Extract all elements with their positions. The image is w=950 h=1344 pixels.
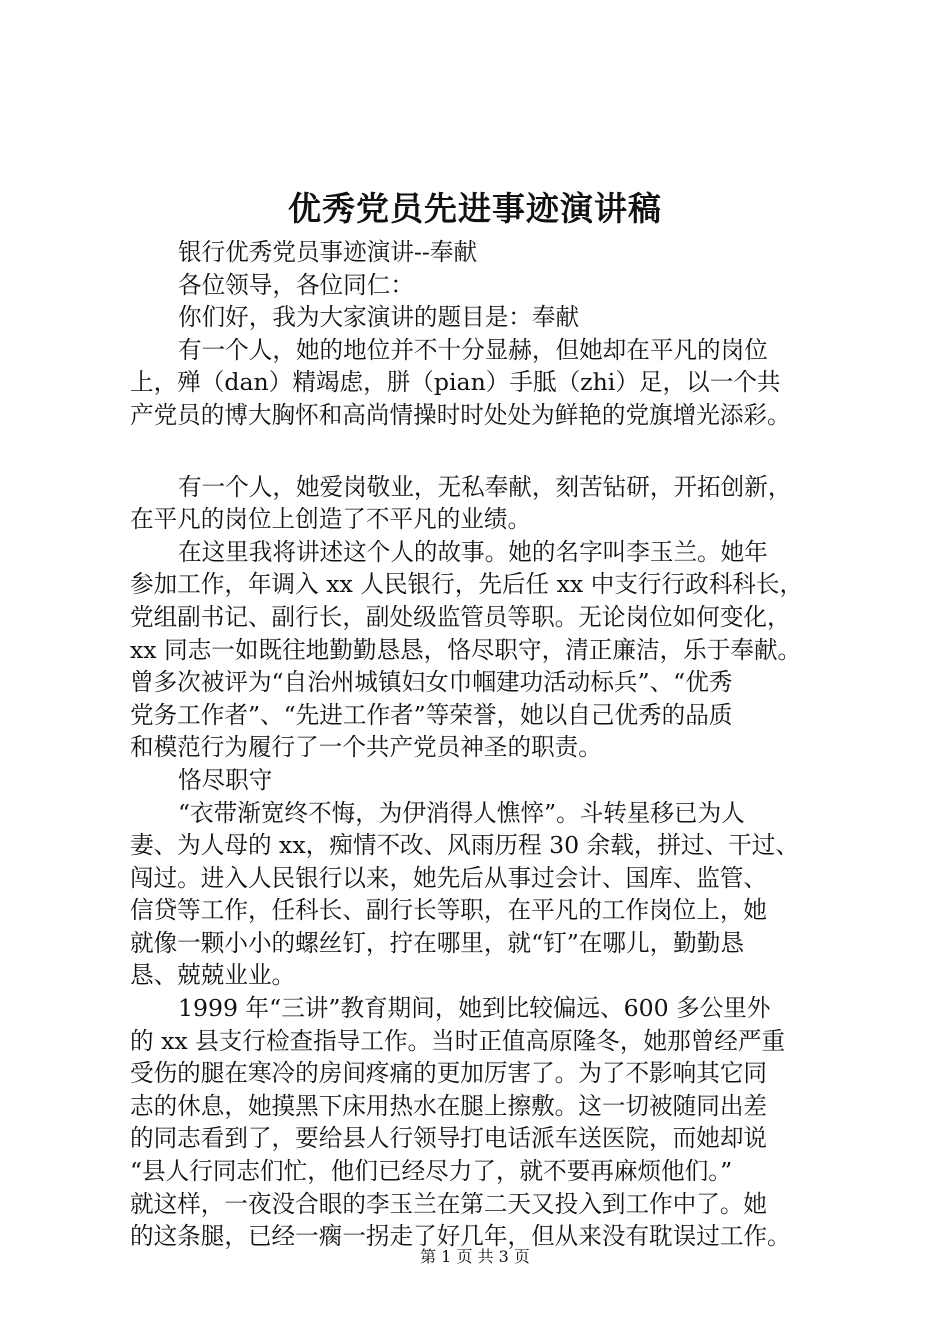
text-line: 曾多次被评为“自治州城镇妇女巾帼建功活动标兵”、“优秀 [130, 668, 733, 697]
text-line: xx 同志一如既往地勤勤恳恳，恪尽职守，清正廉洁，乐于奉献。 [130, 635, 802, 664]
text-line: 闯过。进入人民银行以来，她先后从事过会计、国库、监管、 [130, 863, 768, 892]
text-line: 就这样，一夜没合眼的李玉兰在第二天又投入到工作中了。她 [130, 1189, 768, 1218]
page-footer: 第 1 页 共 3 页 [420, 1247, 530, 1266]
text-line: 产党员的博大胸怀和高尚情操时时处处为鲜艳的党旗增光添彩。 [130, 400, 791, 429]
text-line: 党组副书记、副行长，副处级监管员等职。无论岗位如何变化， [130, 602, 791, 631]
text-line: 妻、为人母的 xx，痴情不改、风雨历程 30 余载，拼过、干过、 [130, 831, 799, 860]
paragraph-gap [130, 432, 840, 471]
text-line: “衣带渐宽终不悔，为伊消得人憔悴”。斗转星移已为人 [178, 798, 745, 827]
document-body [130, 236, 840, 1253]
text-line: 银行优秀党员事迹演讲--奉献 [178, 238, 478, 266]
text-line: 有一个人，她的地位并不十分显赫，但她却在平凡的岗位 [178, 335, 768, 364]
text-line: 和模范行为履行了一个共产党员神圣的职责。 [130, 733, 602, 762]
text-line: 你们好，我为大家演讲的题目是：奉献 [178, 303, 580, 332]
text-line: 各位领导，各位同仁： [178, 270, 414, 299]
text-line: 受伤的腿在寒冷的房间疼痛的更加厉害了。为了不影响其它同 [130, 1059, 768, 1088]
text-line: 在这里我将讲述这个人的故事。她的名字叫李玉兰。她年 [178, 537, 768, 566]
document-title: 优秀党员先进事迹演讲稿 [288, 189, 662, 228]
text-line: 在平凡的岗位上创造了不平凡的业绩。 [130, 505, 532, 534]
text-line: 志的休息，她摸黑下床用热水在腿上擦敷。这一切被随同出差 [130, 1091, 768, 1120]
section-heading: 恪尽职守 [178, 765, 273, 794]
text-line: 恳、兢兢业业。 [130, 961, 296, 990]
text-line: 1999 年“三讲”教育期间，她到比较偏远、600 多公里外 [178, 994, 771, 1023]
text-line: 的同志看到了，要给县人行领导打电话派车送医院，而她却说 [130, 1124, 768, 1153]
text-line: “县人行同志们忙，他们已经尽力了，就不要再麻烦他们。” [130, 1157, 733, 1186]
text-line: 的这条腿，已经一瘸一拐走了好几年，但从来没有耽误过工作。 [130, 1222, 791, 1251]
text-line: 的 xx 县支行检查指导工作。当时正值高原隆冬，她那曾经严重 [130, 1026, 786, 1055]
text-line: 参加工作，年调入 xx 人民银行，先后任 xx 中支行行政科科长， [130, 570, 804, 599]
text-line: 上，殚（dan）精竭虑，胼（pian）手胝（zhi）足，以一个共 [130, 368, 781, 397]
text-line: 有一个人，她爱岗敬业，无私奉献，刻苦钻研，开拓创新， [178, 472, 792, 501]
text-line: 党务工作者”、“先进工作者”等荣誉，她以自己优秀的品质 [130, 700, 733, 729]
text-line: 就像一颗小小的螺丝钉，拧在哪里，就“钉”在哪儿，勤勤恳 [130, 928, 744, 957]
text-line: 信贷等工作，任科长、副行长等职，在平凡的工作岗位上，她 [130, 896, 768, 925]
